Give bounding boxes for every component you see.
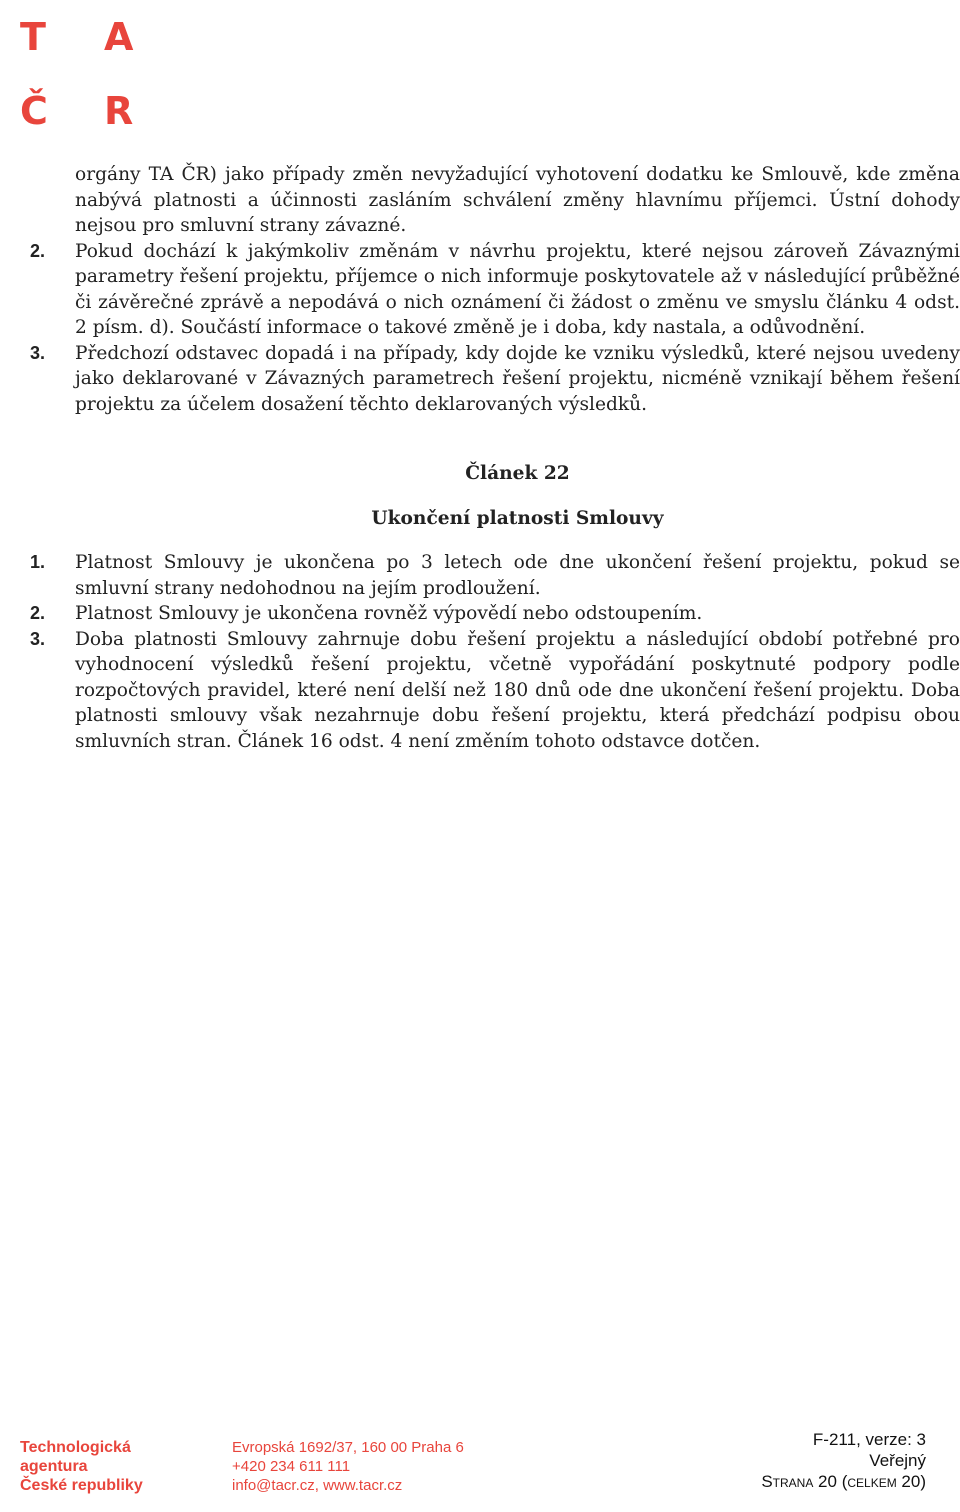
contact-address: Evropská 1692/37, 160 00 Praha 6: [232, 1439, 464, 1456]
item-text: Pokud dochází k jakýmkoliv změnám v návrhu projektu, které nejsou zároveň Závaznými parametry řešení projektu, příjemce o nich informuje poskytovatele až v následující průběžné či závěrečné zprávě a nepodává o nich oznámení či žádost o změnu ve smyslu článku 4 odst. 2 písm. d). Součástí informace o takové změně je i doba, kdy nastala, a odůvodnění.: [75, 240, 960, 338]
logo-letter-c: Č: [20, 89, 48, 133]
item-number: 3.: [30, 342, 46, 363]
form-version: F-211, verze: 3: [812, 1430, 926, 1449]
item-text: Doba platnosti Smlouvy zahrnuje dobu řešení projektu a následující období potřebné pro vyhodnocení výsledků řešení projektu, včetně vypořádání poskytnuté podpory podle rozpočtových pravidel, které není delší než 180 dnů ode dne ukončení řešení projektu. Doba platnosti smlouvy však nezahrnuje dobu řešení projektu, která předchází podpisu obou smluvních stran. Článek 16 odst. 4 není změním tohoto odstavce dotčen.: [75, 628, 960, 752]
brand-line: České republiky: [20, 1477, 143, 1494]
tacr-logo: [18, 14, 138, 139]
item-text: Platnost Smlouvy je ukončena po 3 letech ode dne ukončení řešení projektu, pokud se smluvní strany nedohodnou na jejím prodloužení.: [75, 552, 960, 599]
logo-letter-t: T: [20, 15, 46, 59]
brand-line: Technologická: [20, 1439, 131, 1456]
item-text: Předchozí odstavec dopadá i na případy, kdy dojde ke vzniku výsledků, které nejsou uvedeny jako deklarované v Závazných parametrech řešení projektu, nicméně vznikají během řešení projektu za účelem dosažení těchto deklarovaných výsledků.: [75, 342, 960, 415]
footer-contact: [232, 1438, 464, 1495]
item-number: 3.: [30, 628, 46, 649]
item-number: 2.: [30, 240, 46, 261]
document-body: [30, 162, 960, 754]
list-item: [30, 627, 960, 755]
contact-web: info@tacr.cz, www.tacr.cz: [232, 1477, 403, 1494]
page-number: Strana 20 (celkem 20): [761, 1472, 926, 1491]
list-item: [30, 550, 960, 601]
footer-brand: [20, 1438, 143, 1495]
item-number: 2.: [30, 603, 46, 623]
classification: Veřejný: [869, 1451, 926, 1470]
continuation-paragraph: orgány TA ČR) jako případy změn nevyžadující vyhotovení dodatku ke Smlouvě, kde změna nabývá platnosti a účinnosti zasláním schválení změny hlavnímu příjemci. Ústní dohody nejsou pro smluvní strany závazné.: [75, 164, 960, 236]
contact-phone: +420 234 611 111: [232, 1458, 351, 1475]
item-number: 1.: [30, 552, 46, 572]
item-text: Platnost Smlouvy je ukončena rovněž výpovědí nebo odstoupením.: [75, 603, 703, 624]
list-item: [30, 341, 960, 418]
article-number: Článek 22: [465, 463, 570, 484]
article-title: Ukončení platnosti Smlouvy: [371, 507, 664, 529]
logo-letter-a: A: [104, 15, 134, 59]
brand-line: agentura: [20, 1458, 88, 1475]
logo-letter-r: R: [104, 89, 134, 133]
list-item: [30, 601, 960, 627]
footer-meta: [761, 1429, 926, 1492]
list-item: [30, 239, 960, 341]
